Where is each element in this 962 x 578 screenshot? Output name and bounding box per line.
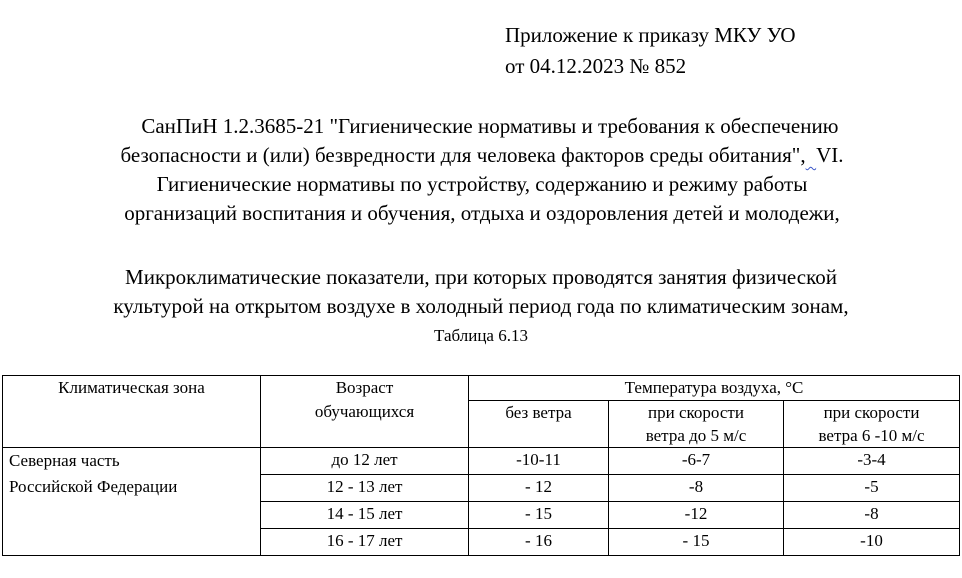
table-row	[3, 448, 960, 475]
zone-cell	[3, 448, 261, 556]
zone-line-2: Российской Федерации	[9, 477, 178, 496]
header-temperature: Температура воздуха, °С	[469, 376, 960, 401]
no-wind-cell: - 15	[469, 502, 609, 529]
appendix-header	[505, 20, 796, 82]
no-wind-cell: -10-11	[469, 448, 609, 475]
age-cell: 16 - 17 лет	[261, 529, 469, 556]
wind-5-cell: -8	[609, 475, 784, 502]
table-number: Таблица 6.13	[434, 326, 528, 345]
title-line-2: культурой на открытом воздухе в холодный период года по климатическим зонам,	[113, 294, 849, 318]
header-age	[261, 376, 469, 448]
table-title	[0, 263, 962, 321]
appendix-line-2: от 04.12.2023 № 852	[505, 54, 687, 78]
wind-10-cell: -5	[784, 475, 960, 502]
header-no-wind: без ветра	[469, 401, 609, 448]
wind-5-cell: -6-7	[609, 448, 784, 475]
sanpin-section-number: VI.	[816, 143, 844, 167]
header-age-line-1: Возраст	[335, 378, 394, 397]
sanpin-reference	[8, 112, 956, 228]
sanpin-line-1	[8, 112, 956, 141]
sanpin-line-3: Гигиенические нормативы по устройству, содержанию и режиму работы	[156, 172, 808, 196]
table-header-row-1	[3, 376, 960, 401]
wind-10-cell: -3-4	[784, 448, 960, 475]
title-line-1: Микроклиматические показатели, при которых проводятся занятия физической	[125, 265, 837, 289]
wind-10-cell: -10	[784, 529, 960, 556]
sanpin-line-2	[8, 141, 956, 170]
header-wind-10-line-2: ветра 6 -10 м/с	[818, 426, 925, 445]
header-age-line-2: обучающихся	[314, 402, 415, 421]
appendix-line-1: Приложение к приказу МКУ УО	[505, 23, 796, 47]
wind-5-cell: - 15	[609, 529, 784, 556]
no-wind-cell: - 12	[469, 475, 609, 502]
no-wind-cell: - 16	[469, 529, 609, 556]
header-zone: Климатическая зона	[3, 376, 261, 448]
microclimate-table	[2, 375, 960, 556]
header-wind-5-line-1: при скорости	[648, 403, 744, 422]
header-wind-10	[784, 401, 960, 448]
sanpin-line-2-text: безопасности и (или) безвредности для человека факторов среды обитания",	[120, 143, 806, 167]
header-wind-5-line-2: ветра до 5 м/с	[645, 426, 747, 445]
wind-5-cell: -12	[609, 502, 784, 529]
spellcheck-mark	[806, 143, 817, 167]
header-wind-10-line-1: при скорости	[823, 403, 920, 422]
header-wind-5	[609, 401, 784, 448]
wind-10-cell: -8	[784, 502, 960, 529]
age-cell: 12 - 13 лет	[261, 475, 469, 502]
sanpin-line-4: организаций воспитания и обучения, отдыха и оздоровления детей и молодежи,	[124, 201, 840, 225]
zone-line-1: Северная часть	[9, 451, 120, 470]
sanpin-line-1-text: СанПиН 1.2.3685-21 "Гигиенические нормативы и требования к обеспечению	[141, 114, 839, 138]
age-cell: до 12 лет	[261, 448, 469, 475]
age-cell: 14 - 15 лет	[261, 502, 469, 529]
